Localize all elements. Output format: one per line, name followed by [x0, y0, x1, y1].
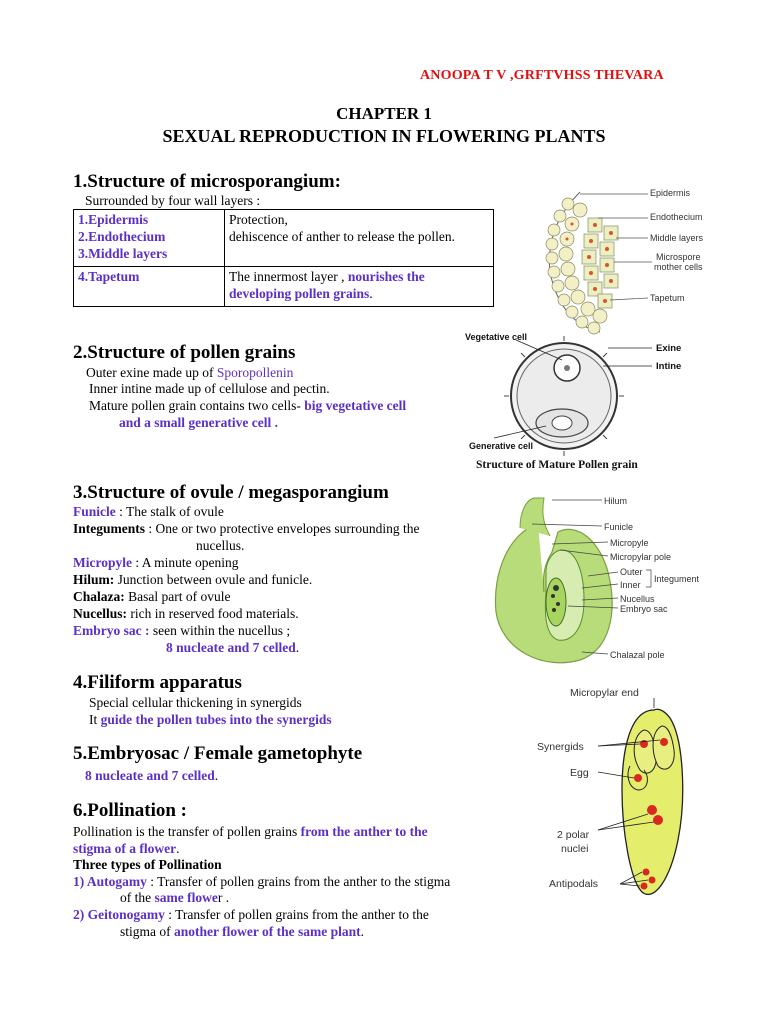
pollen-line-2: Inner intine made up of cellulose and pectin. — [89, 381, 330, 396]
label-endothecium: Endothecium — [650, 212, 703, 222]
function-highlight: developing pollen grains — [229, 286, 370, 301]
ovule-embryo-sac — [73, 622, 290, 639]
label-egg: Egg — [570, 767, 589, 779]
pollen-caption: Structure of Mature Pollen grain — [476, 459, 638, 471]
term: Integuments — [73, 521, 146, 536]
ovule-integuments — [73, 520, 419, 537]
term: Funicle — [73, 504, 116, 519]
filiform-line-2 — [89, 711, 332, 728]
table-cell — [74, 210, 225, 267]
highlight: from the anther to the — [300, 824, 428, 839]
author-line: ANOOPA T V ,GRFTVHSS THEVARA — [420, 68, 664, 83]
section-3-heading: 3.Structure of ovule / megasporangium — [73, 482, 389, 503]
term: Embryo sac : — [73, 623, 150, 638]
definition: : The stalk of ovule — [115, 504, 224, 519]
ovule-integuments-cont: nucellus. — [196, 538, 245, 553]
highlight: 8 nucleate and 7 celled — [85, 768, 215, 783]
label-synergids: Synergids — [537, 741, 584, 753]
term: Hilum: — [73, 572, 115, 587]
label-microspore: Microspore — [656, 252, 701, 262]
label-polar-2: nuclei — [561, 843, 589, 855]
highlight: same flowe — [154, 890, 218, 905]
definition: : One or two protective envelopes surrounding the — [145, 521, 420, 536]
label-tapetum: Tapetum — [650, 293, 685, 303]
layer-middle: 3.Middle layers — [78, 246, 168, 261]
label-chalazal-pole: Chalazal pole — [610, 650, 665, 660]
function-text: The innermost layer , — [229, 269, 345, 284]
geitonogamy-line-2 — [120, 923, 364, 940]
function-text: dehiscence of anther to release the pollen. — [229, 229, 456, 244]
definition: rich in reserved food materials. — [127, 606, 299, 621]
term: Chalaza: — [73, 589, 125, 604]
table-cell — [225, 210, 494, 267]
highlight: 8 nucleate and 7 celled — [166, 640, 296, 655]
text: r . — [217, 890, 230, 905]
punctuation: . — [295, 640, 300, 655]
definition: : Transfer of pollen grains from the anther to the — [164, 907, 429, 922]
term: Micropyle — [73, 555, 132, 570]
label-generative-cell: Generative cell — [469, 441, 534, 451]
label-nucellus: Nucellus — [620, 594, 655, 604]
label-outer: Outer — [620, 567, 643, 577]
highlight: stigma of a flower — [73, 841, 177, 856]
text: of the — [120, 890, 155, 905]
function-text: Protection, — [229, 212, 288, 227]
ovule-diagram — [490, 492, 715, 672]
pollen-line-1 — [86, 364, 293, 381]
definition: seen within the nucellus ; — [149, 623, 291, 638]
punctuation: . — [214, 768, 219, 783]
text: Outer exine made up of — [86, 365, 217, 380]
autogamy-line-2 — [120, 889, 229, 906]
definition: Junction between ovule and funicle. — [114, 572, 313, 587]
label-integument: Integument — [654, 574, 700, 584]
label-micropylar-pole: Micropylar pole — [610, 552, 672, 562]
pollination-types-heading: Three types of Pollination — [73, 857, 222, 872]
sporopollenin-term: Sporopollenin — [216, 365, 294, 380]
section-1-heading: 1.Structure of microsporangium: — [73, 171, 341, 192]
definition: : A minute opening — [131, 555, 239, 570]
microsporangium-diagram — [540, 182, 720, 342]
term: 1) Autogamy — [73, 874, 147, 889]
section-1-intro: Surrounded by four wall layers : — [85, 193, 261, 208]
pollen-line-4: and a small generative cell . — [119, 415, 278, 430]
punctuation: . — [369, 286, 373, 301]
section-4-heading: 4.Filiform apparatus — [73, 672, 242, 693]
embryo-sac-diagram — [530, 680, 720, 910]
autogamy-line — [73, 873, 450, 890]
pollination-line-1 — [73, 823, 428, 840]
label-intine: Intine — [656, 361, 682, 372]
label-inner: Inner — [620, 580, 641, 590]
punctuation: . — [360, 924, 364, 939]
label-vegetative-cell: Vegetative cell — [465, 332, 528, 342]
highlight: another flower of the same plant — [174, 924, 361, 939]
microsporangium-table — [73, 209, 494, 307]
highlight: guide the pollen tubes into the synergids — [100, 712, 332, 727]
layer-endothecium: 2.Endothecium — [78, 229, 166, 244]
table-cell — [225, 267, 494, 307]
ovule-micropyle — [73, 554, 238, 571]
highlight: big vegetative cell — [304, 398, 407, 413]
text: Mature pollen grain contains two cells- — [89, 398, 305, 413]
text: It — [89, 712, 101, 727]
term: Nucellus: — [73, 606, 127, 621]
label-micropylar-end: Micropylar end — [570, 687, 639, 699]
label-hilum: Hilum — [604, 496, 628, 506]
definition: Basal part of ovule — [124, 589, 231, 604]
label-polar-1: 2 polar — [557, 829, 590, 841]
ovule-funicle — [73, 503, 224, 520]
term: 2) Geitonogamy — [73, 907, 165, 922]
label-middle-layers: Middle layers — [650, 233, 704, 243]
ovule-nucellus — [73, 605, 299, 622]
label-exine: Exine — [656, 343, 682, 354]
label-mother-cells: mother cells — [654, 262, 703, 272]
section-2-heading: 2.Structure of pollen grains — [73, 342, 296, 363]
layer-tapetum: 4.Tapetum — [78, 269, 140, 284]
definition: : Transfer of pollen grains from the anther to the stigma — [146, 874, 451, 889]
label-embryo-sac: Embryo sac — [620, 604, 668, 614]
layer-epidermis: 1.Epidermis — [78, 212, 149, 227]
chapter-title: SEXUAL REPRODUCTION IN FLOWERING PLANTS — [162, 126, 606, 146]
pollen-line-3 — [89, 397, 406, 414]
function-highlight: nourishes the — [347, 269, 425, 284]
pollination-line-2 — [73, 840, 179, 857]
embryosac-line-1 — [85, 767, 218, 784]
label-micropyle: Micropyle — [610, 538, 649, 548]
section-5-heading: 5.Embryosac / Female gametophyte — [73, 743, 363, 764]
chapter-number: CHAPTER 1 — [336, 104, 432, 123]
geitonogamy-line — [73, 906, 429, 923]
text: stigma of — [120, 924, 174, 939]
table-cell — [74, 267, 225, 307]
pollen-grain-diagram — [458, 326, 698, 474]
punctuation: . — [176, 841, 180, 856]
label-funicle: Funicle — [604, 522, 634, 532]
label-antipodals: Antipodals — [549, 878, 599, 890]
ovule-embryo-sac-cont — [166, 639, 299, 656]
label-epidermis: Epidermis — [650, 188, 691, 198]
text: Pollination is the transfer of pollen grains — [73, 824, 301, 839]
ovule-chalaza — [73, 588, 230, 605]
ovule-hilum — [73, 571, 312, 588]
section-6-heading: 6.Pollination : — [73, 800, 188, 821]
filiform-line-1: Special cellular thickening in synergids — [89, 695, 302, 710]
